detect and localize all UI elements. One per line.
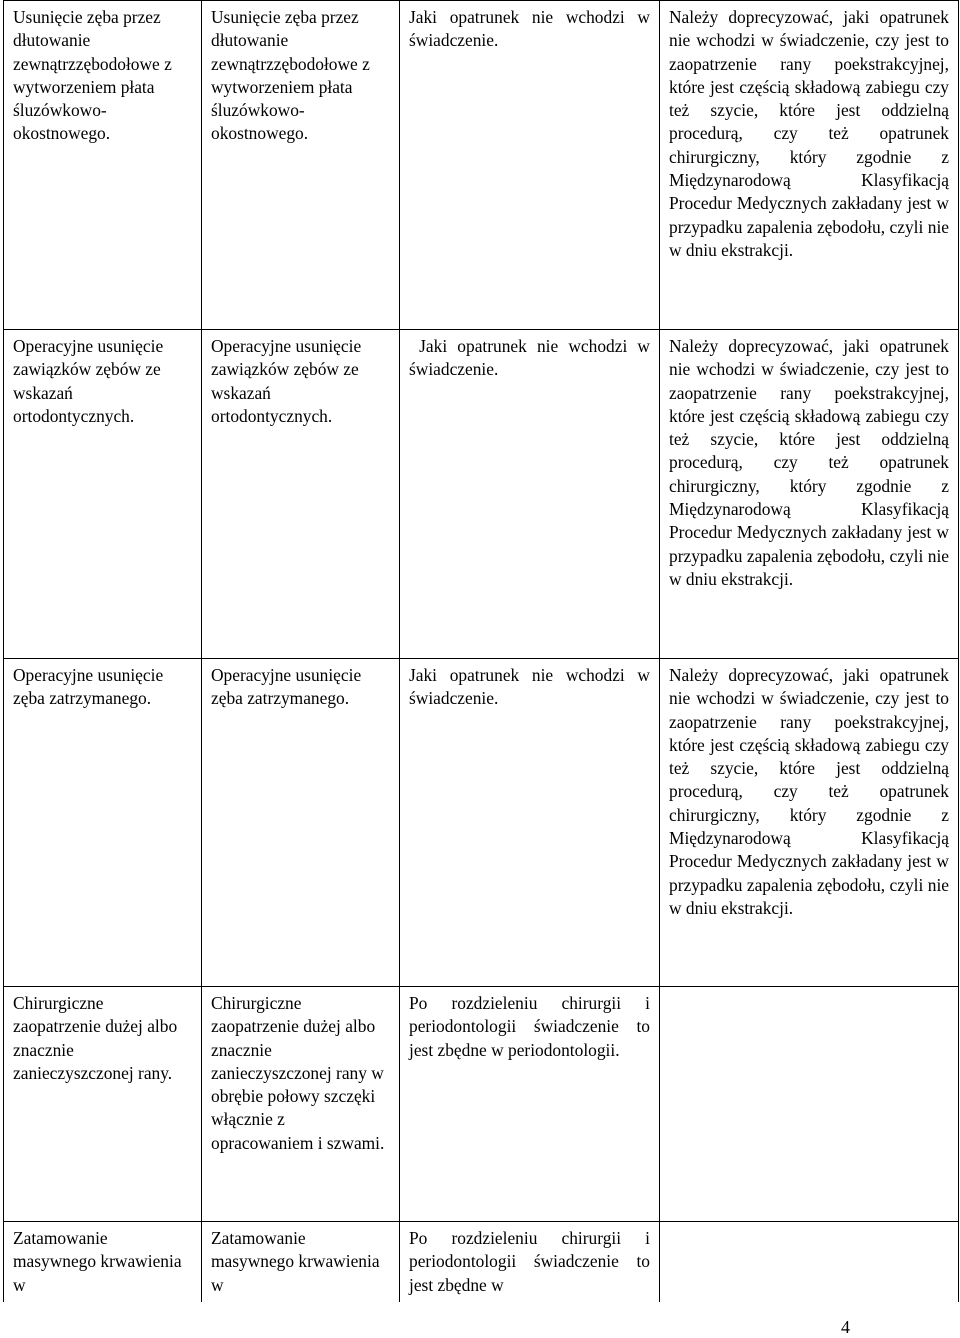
procedure-proposed-text: Operacyjne usunięcie zawiązków zębów ze wskazań ortodontycznych. (211, 336, 362, 426)
procedure-name-text: Operacyjne usunięcie zęba zatrzymanego. (13, 665, 164, 709)
procedure-name-cell (4, 1222, 202, 1302)
comments-table (3, 0, 959, 1302)
justification-cell (660, 1222, 959, 1302)
procedure-name-text: Usunięcie zęba przez dłutowanie zewnątrzzębodołowe z wytworzeniem płata śluzówkowo-okostnowego. (13, 7, 172, 144)
justification-cell (660, 330, 959, 659)
procedure-name-text: Zatamowanie masywnego krwawienia w (13, 1228, 182, 1295)
procedure-proposed-cell (202, 659, 400, 987)
justification-text: Należy doprecyzować, jaki opatrunek nie wchodzi w świadczenie, czy jest to zaopatrzenie rany poekstrakcyjnej, które jest częścią składową zabiegu czy też szycie, które jest oddzielną procedurą, czy też opatrunek chirurgiczny, który zgodnie z Międzynarodową Klasyfikacją Procedur Medycznych zakładany jest w przypadku zapalenia zębodołu, czyli nie w dniu ekstrakcji. (669, 336, 949, 589)
procedure-proposed-text: Usunięcie zęba przez dłutowanie zewnątrzzębodołowe z wytworzeniem płata śluzówkowo-okostnowego. (211, 7, 370, 144)
comment-cell (400, 659, 660, 987)
table-row (4, 1222, 959, 1302)
procedure-proposed-cell (202, 1, 400, 330)
procedure-name-cell (4, 987, 202, 1222)
table-row (4, 330, 959, 659)
procedure-proposed-text: Zatamowanie masywnego krwawienia w (211, 1228, 380, 1295)
comment-cell (400, 330, 660, 659)
justification-cell (660, 1, 959, 330)
procedure-proposed-text: Operacyjne usunięcie zęba zatrzymanego. (211, 665, 362, 709)
comment-text: Jaki opatrunek nie wchodzi w świadczenie. (409, 336, 655, 380)
comment-cell (400, 1222, 660, 1302)
justification-text: Należy doprecyzować, jaki opatrunek nie wchodzi w świadczenie, czy jest to zaopatrzenie rany poekstrakcyjnej, które jest częścią składową zabiegu czy też szycie, które jest oddzielną procedurą, czy też opatrunek chirurgiczny, który zgodnie z Międzynarodową Klasyfikacją Procedur Medycznych zakładany jest w przypadku zapalenia zębodołu, czyli nie w dniu ekstrakcji. (669, 665, 949, 918)
justification-cell (660, 987, 959, 1222)
procedure-name-cell (4, 330, 202, 659)
justification-cell (660, 659, 959, 987)
procedure-name-cell (4, 1, 202, 330)
comment-text: Po rozdzieleniu chirurgii i periodontologii świadczenie to jest zbędne w periodontologii. (409, 993, 650, 1060)
procedure-proposed-text: Chirurgiczne zaopatrzenie dużej albo znacznie zanieczyszczonej rany w obrębie połowy szczęki włącznie z opracowaniem i szwami. (211, 993, 385, 1153)
table-row (4, 1, 959, 330)
comment-cell (400, 987, 660, 1222)
procedure-proposed-cell (202, 987, 400, 1222)
procedure-name-text: Operacyjne usunięcie zawiązków zębów ze wskazań ortodontycznych. (13, 336, 164, 426)
procedure-name-text: Chirurgiczne zaopatrzenie dużej albo znacznie zanieczyszczonej rany. (13, 993, 178, 1083)
procedure-proposed-cell (202, 330, 400, 659)
table-row (4, 987, 959, 1222)
comment-text: Po rozdzieleniu chirurgii i periodontologii świadczenie to jest zbędne w (409, 1228, 650, 1295)
comment-cell (400, 1, 660, 330)
procedure-proposed-cell (202, 1222, 400, 1302)
page-number: 4 (841, 1317, 850, 1337)
table-row (4, 659, 959, 987)
justification-text: Należy doprecyzować, jaki opatrunek nie wchodzi w świadczenie, czy jest to zaopatrzenie rany poekstrakcyjnej, które jest częścią składową zabiegu czy też szycie, które jest oddzielną procedurą, czy też opatrunek chirurgiczny, który zgodnie z Międzynarodową Klasyfikacją Procedur Medycznych zakładany jest w przypadku zapalenia zębodołu, czyli nie w dniu ekstrakcji. (669, 7, 949, 260)
procedure-name-cell (4, 659, 202, 987)
comment-text: Jaki opatrunek nie wchodzi w świadczenie. (409, 7, 650, 51)
comment-text: Jaki opatrunek nie wchodzi w świadczenie. (409, 665, 650, 709)
